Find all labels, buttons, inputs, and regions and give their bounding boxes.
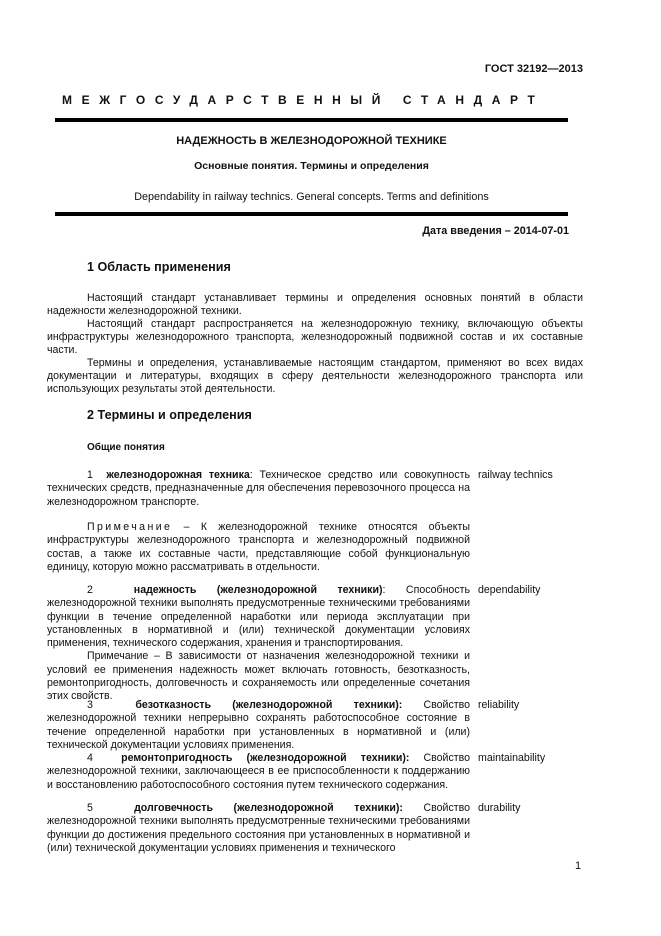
term-entry-1 (47, 469, 470, 509)
note-2: Примечание – В зависимости от назначения железнодорожной техники и условий ее применения надежность может включать готовность, безотказность, ремонтопригодность, долговечность и сохраняемость или определенные сочетания этих свойств. (47, 650, 470, 703)
term-definition: Способность железнодорожной техники выполнять предусмотренные техническими требованиями функции в течение определенной наработки или периода эксплуатации при установленных в нормативной и (или) технической документации условиях применения, технического содержания, хранения и транспортирования. (47, 584, 470, 650)
term-english-4: maintainability (478, 752, 546, 764)
term-number: 4 (87, 752, 93, 764)
section1-body (47, 292, 583, 396)
term-definition: Техническое средство или совокупность технических средств, предназначенные для обеспечения перевозочного процесса на железнодорожном транспорте. (47, 469, 470, 508)
term-name: безотказность (железнодорожной техники): (135, 699, 403, 711)
note-1 (47, 521, 470, 574)
top-rule (55, 118, 568, 122)
term-entry-4 (47, 752, 470, 792)
term-sep: : (382, 584, 386, 596)
term-number: 1 (87, 469, 93, 481)
section1-paragraph: Настоящий стандарт устанавливает термины и определения основных понятий в области надежности железнодорожной техники. (47, 292, 583, 317)
bottom-rule (55, 212, 568, 216)
term-english-5: durability (478, 802, 521, 814)
section1-paragraph: Настоящий стандарт распространяется на железнодорожную технику, включающую объекты инфраструктуры железнодорожного транспорта, железнодорожный подвижной состав и их составные части. (47, 318, 583, 356)
section2-heading: 2 Термины и определения (87, 408, 252, 422)
term-number: 2 (87, 584, 93, 596)
term-name: ремонтопригодность (железнодорожной техники): (121, 752, 410, 764)
term-english-2: dependability (478, 584, 541, 596)
page-number: 1 (575, 860, 582, 872)
document-title: НАДЕЖНОСТЬ В ЖЕЛЕЗНОДОРОЖНОЙ ТЕХНИКЕ (176, 135, 447, 147)
gost-code: ГОСТ 32192—2013 (484, 63, 583, 75)
term-definition: Свойство железнодорожной техники, заключающееся в ее приспособленности к поддержанию и восстановлению работоспособного состояния путем технического содержания. (47, 752, 470, 791)
term-definition: Свойство железнодорожной техники непрерывно сохранять работоспособное состояние в течение определенной наработки при установленных в нормативной и (или) технической документации условиях применения. (47, 699, 470, 751)
term-entry-2 (47, 584, 470, 704)
note-label: Примечание (87, 521, 173, 533)
term-entry-5 (47, 802, 470, 855)
term-name: надежность (железнодорожной техники) (133, 584, 383, 596)
term-entry-3 (47, 699, 470, 752)
term-name: долговечность (железнодорожной техники): (134, 802, 403, 814)
intro-date: Дата введения – 2014-07-01 (422, 225, 569, 237)
term-sep: : (249, 469, 253, 481)
section1-heading: 1 Область применения (87, 260, 231, 274)
document-subtitle: Основные понятия. Термины и определения (194, 160, 429, 172)
section2-subheading: Общие понятия (87, 442, 165, 453)
standard-type: МЕЖГОСУДАРСТВЕННЫЙ СТАНДАРТ (62, 93, 545, 107)
term-english-1: railway technics (478, 469, 553, 481)
section1-paragraph: Термины и определения, устанавливаемые настоящим стандартом, применяют во всех видах документации и литературы, входящих в сферу деятельности железнодорожного транспорта или использующих результаты этой деятельности. (47, 357, 583, 395)
term-number: 5 (87, 802, 93, 814)
english-title: Dependability in railway technics. General concepts. Terms and definitions (134, 191, 489, 203)
note-text: – К железнодорожной технике относятся объекты инфраструктуры железнодорожного транспорта и железнодорожный подвижной состав, а также их составные части, представляющие собой функциональную единицу, которую можно рассматривать в отдельности. (47, 521, 470, 573)
term-definition: Свойство железнодорожной техники выполнять предусмотренные техническими требованиями функции до достижения предельного состояния при установленных в нормативной и (или) технической документации условиях применения и технического (47, 802, 470, 854)
term-english-3: reliability (478, 699, 520, 711)
term-name: железнодорожная техника (106, 469, 250, 481)
term-number: 3 (87, 699, 93, 711)
